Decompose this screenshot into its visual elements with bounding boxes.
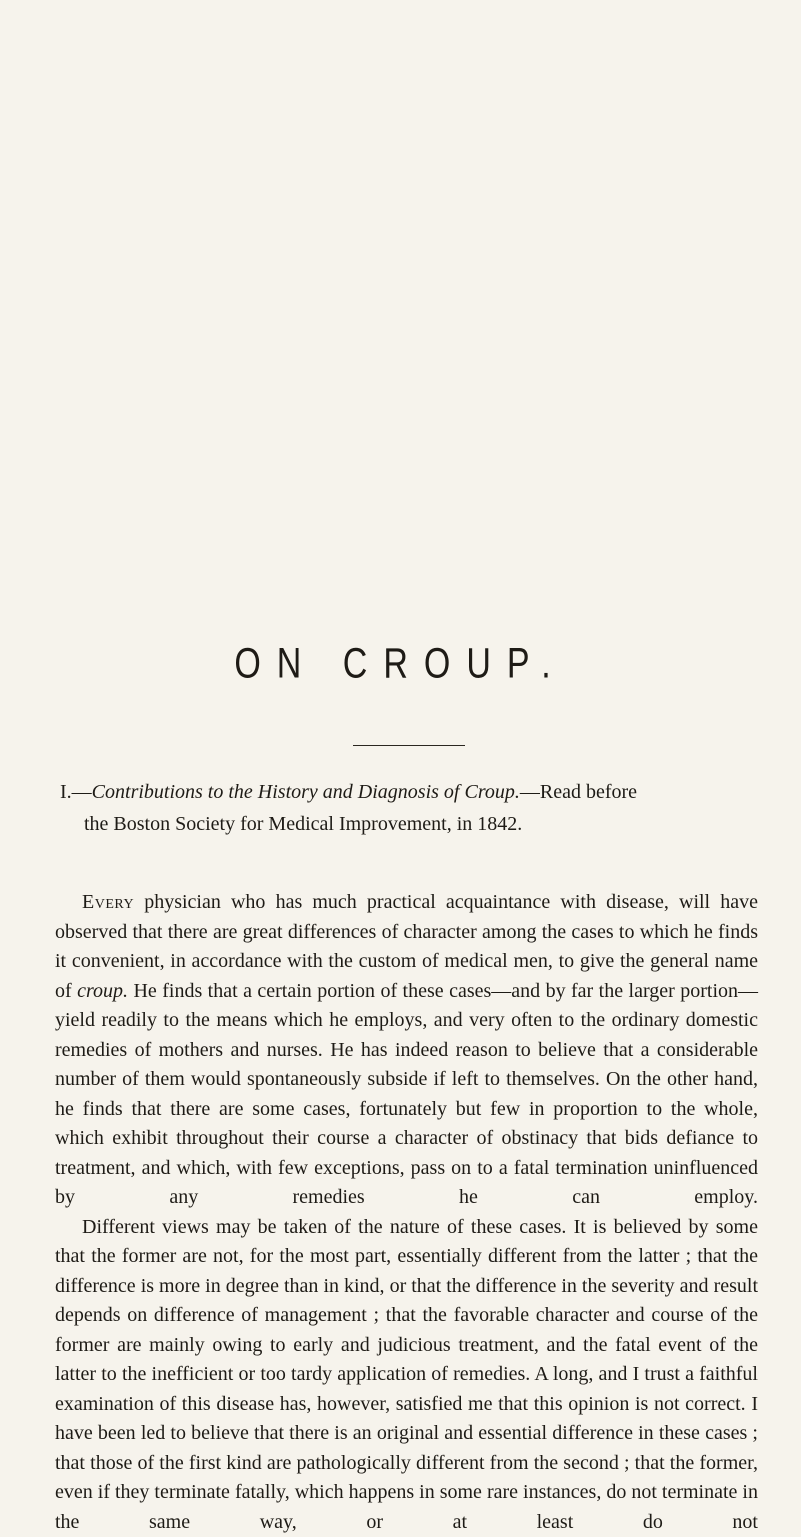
paragraph-1-lead-word: Every: [82, 891, 134, 913]
page-title: ON CROUP.: [0, 640, 801, 689]
heading-line-1: [60, 776, 757, 808]
title-rule: [353, 745, 465, 746]
paragraph-1-text-a: physician who has much practical acquaintance with disease, will have observed that there are great differences of character among the cases to which he finds it convenient, in accordance with the custom of medical men, to give the general name of: [55, 891, 758, 1002]
heading-italic-title: Contributions to the History and Diagnosis of Croup.: [92, 781, 520, 803]
section-heading: [57, 776, 757, 840]
heading-read-before: —Read before: [520, 781, 637, 803]
heading-numeral: I.—: [60, 781, 92, 803]
paragraph-1: [55, 888, 758, 1213]
paragraph-1-text-b: He finds that a certain portion of these cases—and by far the larger portion—yield readily to the means which he employs, and very often to the ordinary domestic remedies of mothers and nurses. He has indeed reason to believe that a considerable number of them would spontaneously subside if left to themselves. On the other hand, he finds that there are some cases, fortunately but few in proportion to the whole, which exhibit throughout their course a character of obstinacy that bids defiance to treatment, and which, with few exceptions, pass on to a fatal termination uninfluenced by any remedies he can employ.: [55, 980, 758, 1209]
paragraph-1-italic-word: croup.: [77, 980, 128, 1002]
body-text: [55, 888, 758, 1537]
paragraph-2: Different views may be taken of the nature of these cases. It is believed by some that the former are not, for the most part, essentially different from the latter ; that the difference is more in degree than in kind, or that the difference in the severity and result depends on difference of management ; that the favorable character and course of the former are mainly owing to early and judicious treatment, and the fatal event of the latter to the inefficient or too tardy application of remedies. A long, and I trust a faithful examination of this disease has, however, satisfied me that this opinion is not correct. I have been led to believe that there is an original and essential difference in these cases ; that those of the first kind are pathologically different from the second ; that the former, even if they terminate fatally, which happens in some rare instances, do not terminate in the same way, or at least do not: [55, 1213, 758, 1537]
heading-line-2: the Boston Society for Medical Improvement, in 1842.: [84, 808, 757, 840]
